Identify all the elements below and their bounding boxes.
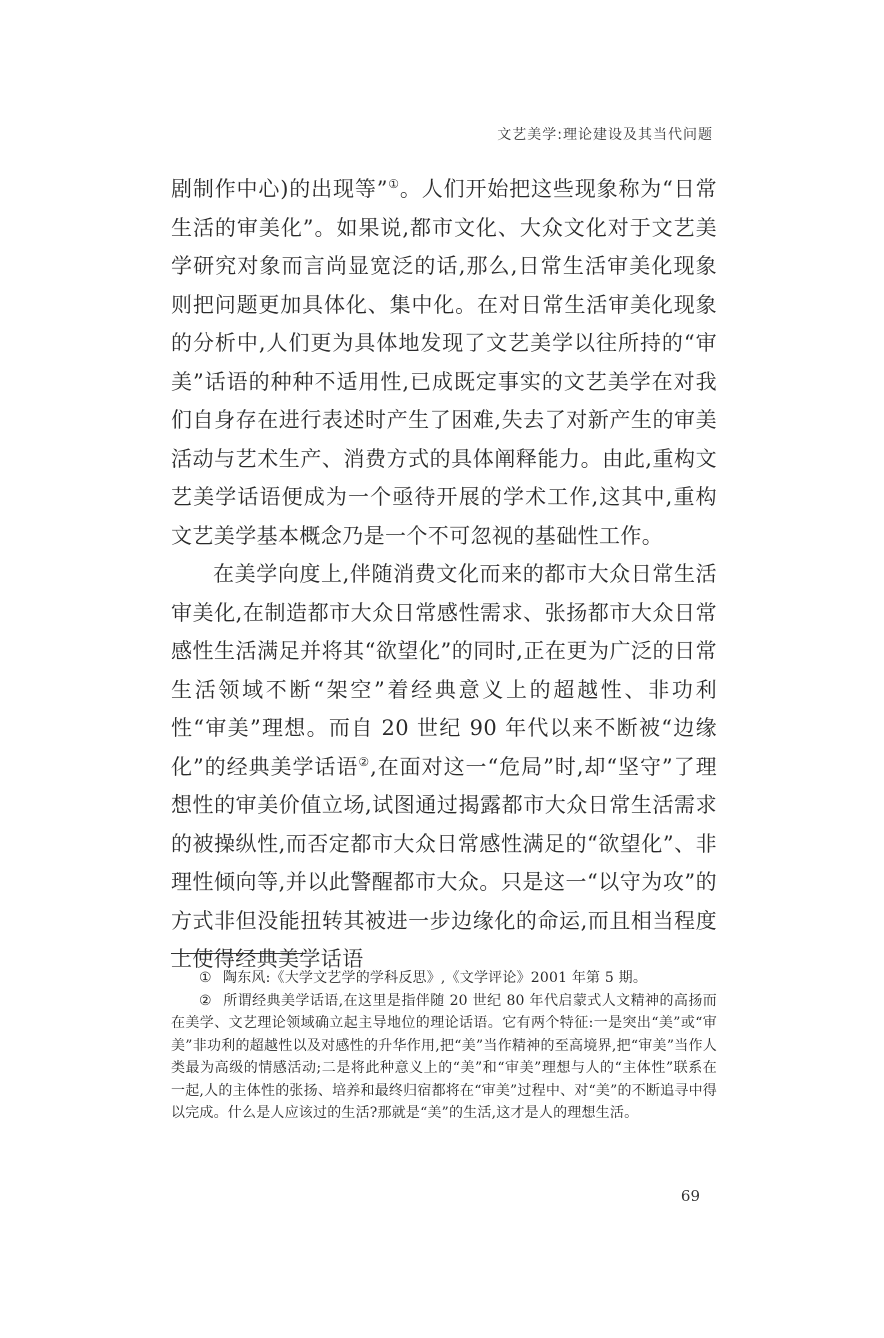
footnote-divider bbox=[171, 953, 306, 954]
footnotes bbox=[171, 967, 717, 1125]
footnote-1-text: 陶东风:《大学文艺学的学科反思》,《文学评论》2001 年第 5 期。 bbox=[223, 970, 648, 986]
paragraph-1-rest: 。人们开始把这些现象称为“日常生活的审美化”。如果说,都市文化、大众文化对于文艺美学研究对象而言尚显宽泛的话,那么,日常生活审美化现象则把问题更加具体化、集中化。在对日常生活审美化现象的分析中,人们更为具体地发现了文艺美学以往所持的“审美”话语的种种不适用性,已成既定事实的文艺美学在对我们自身存在进行表述时产生了困难,失去了对新产生的审美活动与艺术生产、消费方式的具体阐释能力。由此,重构文艺美学话语便成为一个亟待开展的学术工作,这其中,重构文艺美学基本概念乃是一个不可忽视的基础性工作。 bbox=[171, 177, 717, 548]
body-text bbox=[171, 170, 717, 979]
paragraph-2 bbox=[171, 555, 717, 979]
footnote-2 bbox=[171, 990, 717, 1125]
paragraph-1-start: 剧制作中心)的出现等” bbox=[171, 177, 388, 201]
footnote-1 bbox=[171, 967, 717, 990]
footnote-ref-1[interactable]: ① bbox=[387, 177, 400, 191]
footnote-ref-2[interactable]: ② bbox=[358, 754, 371, 769]
page-number: 69 bbox=[680, 1187, 700, 1205]
footnote-1-mark: ① bbox=[199, 970, 212, 986]
paragraph-2-start: 在美学向度上,伴随消费文化而来的都市大众日常生活审美化,在制造都市大众日常感性需求、张扬都市大众日常感性生活满足并将其“欲望化”的同时,正在更为广泛的日常生活领域不断“架空”着经典意义上的超越性、非功利性“审美”理想。而自 20 世纪 90 年代以来不断被“边缘化”的经典美学话语 bbox=[171, 562, 717, 779]
paragraph-1 bbox=[171, 170, 717, 555]
footnote-2-text: 所谓经典美学话语,在这里是指伴随 20 世纪 80 年代启蒙式人文精神的高扬而在美学、文艺理论领域确立起主导地位的理论话语。它有两个特征:一是突出“美”或“审美”非功利的超越性以及对感性的升华作用,把“美”当作精神的至高境界,把“审美”当作人类最为高级的情感活动;二是将此种意义上的“美”和“审美”理想与人的“主体性”联系在一起,人的主体性的张扬、培养和最终归宿都将在“审美”过程中、对“美”的不断追寻中得以完成。什么是人应该过的生活?那就是“美”的生活,这才是人的理想生活。 bbox=[171, 992, 717, 1121]
footnote-2-mark: ② bbox=[199, 992, 212, 1009]
paragraph-2-rest: ,在面对这一“危局”时,却“坚守”了理想性的审美价值立场,试图通过揭露都市大众日常生活需求的被操纵性,而否定都市大众日常感性满足的“欲望化”、非理性倾向等,并以此警醒都市大众。只是这一“以守为攻”的方式非但没能扭转其被进一步边缘化的命运,而且相当程度上使得经典美学话语 bbox=[171, 754, 717, 971]
running-header: 文艺美学:理论建设及其当代问题 bbox=[497, 127, 713, 143]
